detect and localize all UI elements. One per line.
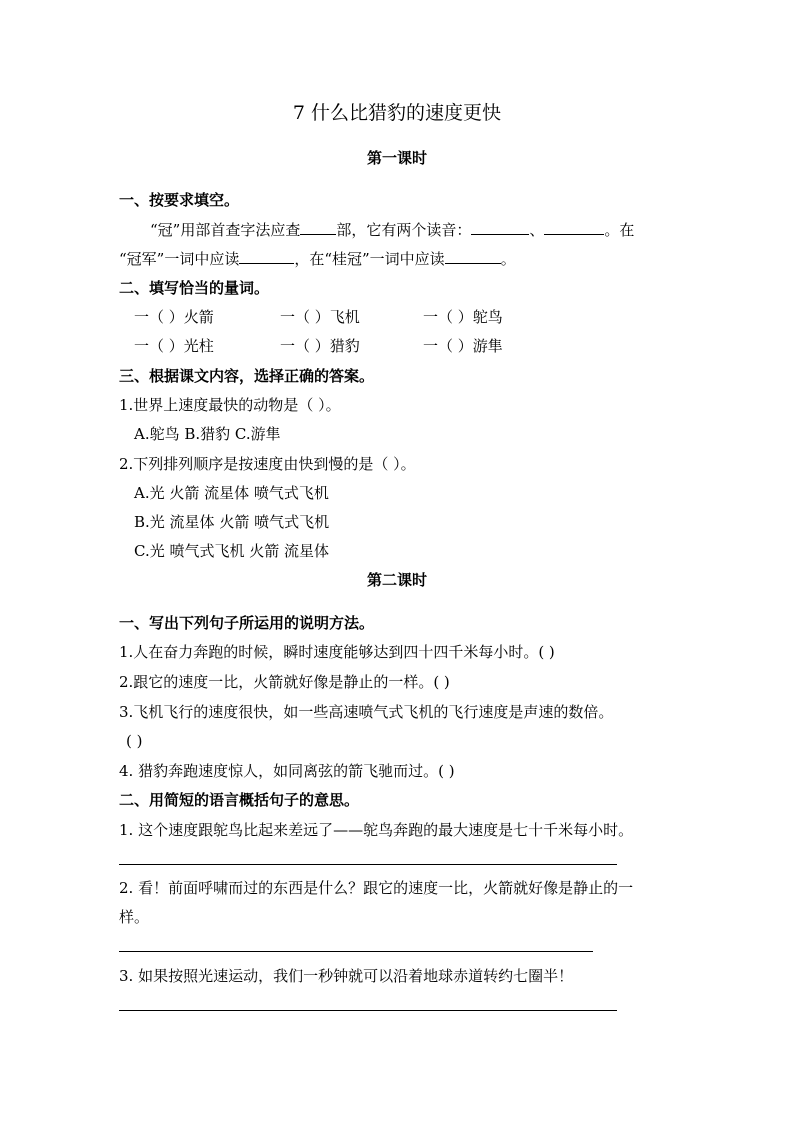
l1-q3-item1[interactable]: 1.世界上速度最快的动物是（ ）。 — [119, 396, 341, 414]
l1-q1-text-g: 。 — [500, 250, 516, 268]
blank-reading-2[interactable] — [544, 220, 604, 235]
blank-guiguan-reading[interactable] — [445, 249, 501, 264]
measure-word-rocket[interactable]: 一（ ）火箭 — [134, 308, 214, 326]
l1-q3-item2[interactable]: 2.下列排列顺序是按速度由快到慢的是（ ）。 — [119, 455, 416, 473]
l1-q1-text-f: ，在“桂冠”一词中应读 — [294, 250, 445, 268]
answer-line-3[interactable] — [119, 1010, 617, 1011]
l2-q2-item2-cont: 样。 — [119, 908, 150, 926]
l1-q1-text-c: 、 — [529, 221, 545, 239]
lesson1-heading: 第一课时 — [366, 149, 427, 167]
l1-q1-text-b: 部，它有两个读音： — [336, 221, 472, 239]
measure-word-ostrich[interactable]: 一（ ）鸵鸟 — [423, 308, 503, 326]
answer-line-1[interactable] — [119, 864, 617, 865]
lesson2-heading: 第二课时 — [366, 571, 427, 589]
l2-q1-item2[interactable]: 2.跟它的速度一比，火箭就好像是静止的一样。( ) — [119, 673, 450, 691]
measure-word-falcon[interactable]: 一（ ）游隼 — [423, 337, 503, 355]
page-title: 7 什么比猎豹的速度更快 — [292, 102, 502, 124]
l2-q2-item3: 3. 如果按照光速运动，我们一秒钟就可以沿着地球赤道转约七圈半！ — [119, 967, 574, 985]
l1-q1-paragraph-line2 — [119, 249, 516, 269]
l1-q1-text-d: 。在 — [604, 221, 635, 239]
blank-radical[interactable] — [300, 220, 336, 235]
l2-q2-heading: 二、用简短的语言概括句子的意思。 — [119, 791, 360, 809]
l1-q2-heading: 二、填写恰当的量词。 — [119, 279, 270, 297]
l1-q3-option-b[interactable]: B.光 流星体 火箭 喷气式飞机 — [134, 513, 330, 531]
l1-q1-text-e: “冠军”一词中应读 — [119, 250, 240, 268]
l2-q2-item1: 1. 这个速度跟鸵鸟比起来差远了——鸵鸟奔跑的最大速度是七十千米每小时。 — [119, 821, 634, 839]
l1-q1-heading: 一、按要求填空。 — [119, 191, 240, 209]
l2-q1-item1[interactable]: 1.人在奋力奔跑的时候，瞬时速度能够达到四十四千米每小时。( ) — [119, 643, 555, 661]
l2-q1-item3-answer[interactable]: ( ) — [126, 732, 143, 750]
answer-line-2[interactable] — [119, 951, 593, 952]
measure-word-light-beam[interactable]: 一（ ）光柱 — [134, 337, 214, 355]
l2-q2-item2: 2. 看！前面呼啸而过的东西是什么？跟它的速度一比，火箭就好像是静止的一 — [119, 879, 634, 897]
blank-reading-1[interactable] — [471, 220, 529, 235]
l2-q1-item3: 3.飞机飞行的速度很快，如一些高速喷气式飞机的飞行速度是声速的数倍。 — [119, 703, 614, 721]
l1-q1-text-a: “冠”用部首查字法应查 — [150, 221, 301, 239]
l1-q3-item1-options[interactable]: A.鸵鸟 B.猎豹 C.游隼 — [134, 425, 281, 443]
blank-guanjun-reading[interactable] — [239, 249, 294, 264]
measure-word-cheetah[interactable]: 一（ ）猎豹 — [280, 337, 360, 355]
l1-q3-option-c[interactable]: C.光 喷气式飞机 火箭 流星体 — [134, 542, 330, 560]
l1-q3-option-a[interactable]: A.光 火箭 流星体 喷气式飞机 — [134, 484, 329, 502]
measure-word-plane[interactable]: 一（ ）飞机 — [280, 308, 360, 326]
l2-q1-heading: 一、写出下列句子所运用的说明方法。 — [119, 614, 375, 632]
l2-q1-item4[interactable]: 4. 猎豹奔跑速度惊人，如同离弦的箭飞驰而过。( ) — [119, 762, 455, 780]
l1-q1-paragraph-line1 — [150, 220, 634, 240]
l1-q3-heading: 三、根据课文内容，选择正确的答案。 — [119, 367, 375, 385]
